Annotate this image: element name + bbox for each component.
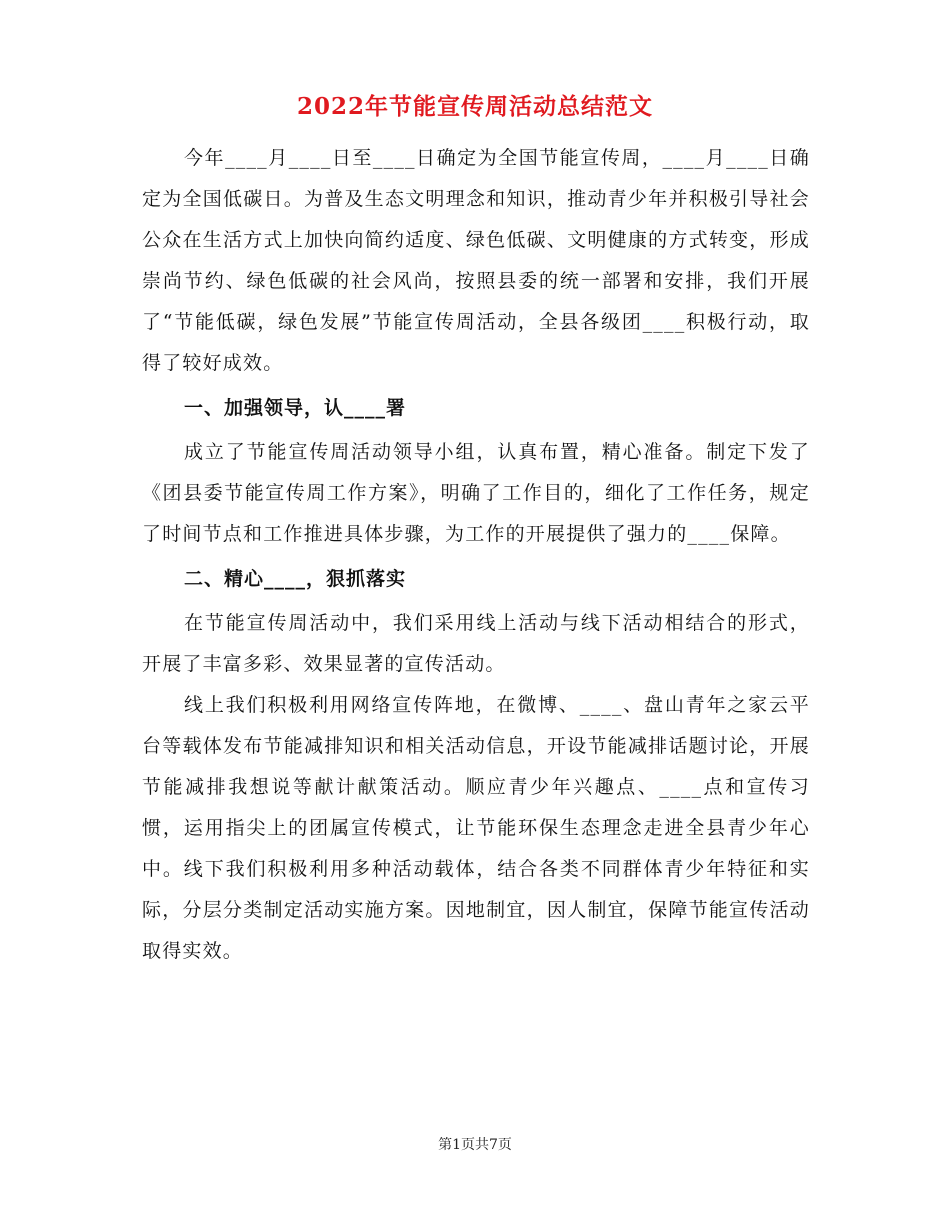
- section-2-paragraph-1: 在节能宣传周活动中，我们采用线上活动与线下活动相结合的形式，开展了丰富多彩、效果显著的宣传活动。: [142, 612, 810, 675]
- page-number-footer: 第1页共7页: [438, 1137, 512, 1153]
- section-heading-2: 二、精心____，狠抓落实: [184, 568, 407, 590]
- section-1-paragraph: 成立了节能宣传周活动领导小组，认真布置，精心准备。制定下发了《团县委节能宣传周工作方案》，明确了工作目的，细化了工作任务，规定了时间节点和工作推进具体步骤，为工作的开展提供了强力的____保障。: [142, 441, 810, 545]
- document-title: 2022年节能宣传周活动总结范文: [296, 93, 653, 120]
- intro-paragraph: 今年____月____日至____日确定为全国节能宣传周，____月____日确定为全国低碳日。为普及生态文明理念和知识，推动青少年并积极引导社会公众在生活方式上加快向简约适度、绿色低碳、文明健康的方式转变，形成崇尚节约、绿色低碳的社会风尚，按照县委的统一部署和安排，我们开展了“节能低碳，绿色发展”节能宣传周活动，全县各级团____积极行动，取得了较好成效。: [142, 147, 810, 374]
- section-2-paragraph-2: 线上我们积极利用网络宣传阵地，在微博、____、盘山青年之家云平台等载体发布节能减排知识和相关活动信息，开设节能减排话题讨论，开展节能减排我想说等献计献策活动。顺应青少年兴趣点、____点和宣传习惯，运用指尖上的团属宣传模式，让节能环保生态理念走进全县青少年心中。线下我们积极利用多种活动载体，结合各类不同群体青少年特征和实际，分层分类制定活动实施方案。因地制宜，因人制宜，保障节能宣传活动取得实效。: [142, 694, 810, 962]
- section-heading-1: 一、加强领导，认____署: [184, 397, 407, 419]
- document-body: [142, 138, 810, 972]
